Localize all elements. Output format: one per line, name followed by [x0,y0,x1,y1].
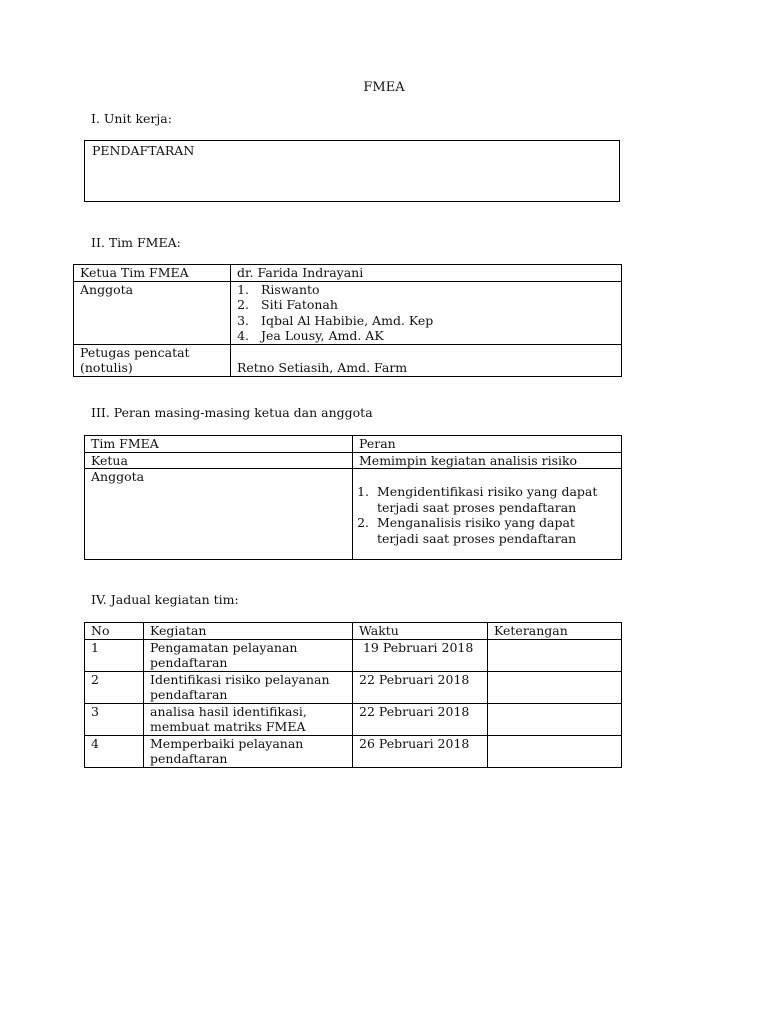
unit-kerja-value: PENDAFTARAN [92,143,195,158]
ketua-role-label: Ketua [85,452,353,469]
table-row [74,265,622,282]
ketua-role-value: Memimpin kegiatan analisis risiko [353,452,622,469]
header-waktu: Waktu [353,623,488,640]
ketua-value: dr. Farida Indrayani [231,265,622,282]
row-kegiatan: analisa hasil identifikasi, membuat matriks FMEA [144,703,353,735]
anggota-list-cell [231,281,622,344]
list-item: 2. Menganalisis risiko yang dapat terjadi saat proses pendaftaran [373,515,615,546]
row-keterangan [488,703,622,735]
list-item: 2. Siti Fatonah [253,297,615,313]
table-header-row [85,623,622,640]
jadual-table [84,622,622,768]
anggota-role-cell [353,469,622,560]
row-keterangan [488,735,622,767]
table-row [74,344,622,376]
table-row [85,671,622,703]
col-peran-header: Peran [353,436,622,453]
row-kegiatan: Identifikasi risiko pelayanan pendaftaran [144,671,353,703]
anggota-list [237,282,615,344]
petugas-label-line-1: Petugas pencatat [80,344,190,360]
list-item: 1. Mengidentifikasi risiko yang dapat terjadi saat proses pendaftaran [373,484,615,515]
ketua-label: Ketua Tim FMEA [74,265,231,282]
section-2-heading: II. Tim FMEA: [91,235,181,250]
section-1-heading: I. Unit kerja: [91,111,172,126]
row-keterangan [488,671,622,703]
row-no: 3 [85,703,144,735]
petugas-value [231,344,622,376]
table-row [85,436,622,453]
col-tim-header: Tim FMEA [85,436,353,453]
header-keterangan: Keterangan [488,623,622,640]
table-row [85,639,622,671]
petugas-label-line-2: (notulis) [80,360,133,375]
anggota-role-list [359,484,615,546]
row-waktu: 26 Pebruari 2018 [353,735,488,767]
section-3-heading: III. Peran masing-masing ketua dan anggota [91,405,373,420]
row-keterangan [488,639,622,671]
row-no: 2 [85,671,144,703]
unit-kerja-box [84,140,620,202]
header-no: No [85,623,144,640]
petugas-label [74,344,231,376]
list-item: 3. Iqbal Al Habibie, Amd. Kep [253,313,615,329]
row-no: 1 [85,639,144,671]
row-waktu: 22 Pebruari 2018 [353,703,488,735]
header-kegiatan: Kegiatan [144,623,353,640]
row-waktu: 22 Pebruari 2018 [353,671,488,703]
section-4-heading: IV. Jadual kegiatan tim: [91,592,239,607]
row-no: 4 [85,735,144,767]
list-item: 1. Riswanto [253,282,615,298]
anggota-role-label: Anggota [85,469,353,560]
table-row [85,469,622,560]
table-row [85,703,622,735]
row-kegiatan: Memperbaiki pelayanan pendaftaran [144,735,353,767]
page-title: FMEA [363,80,405,95]
peran-table [84,435,622,560]
row-kegiatan: Pengamatan pelayanan pendaftaran [144,639,353,671]
table-row [85,452,622,469]
anggota-label: Anggota [74,281,231,344]
table-row [85,735,622,767]
petugas-value-text: Retno Setiasih, Amd. Farm [237,360,408,375]
list-item: 4. Jea Lousy, Amd. AK [253,328,615,344]
row-waktu: 19 Pebruari 2018 [353,639,488,671]
tim-fmea-table [73,264,622,377]
table-row [74,281,622,344]
